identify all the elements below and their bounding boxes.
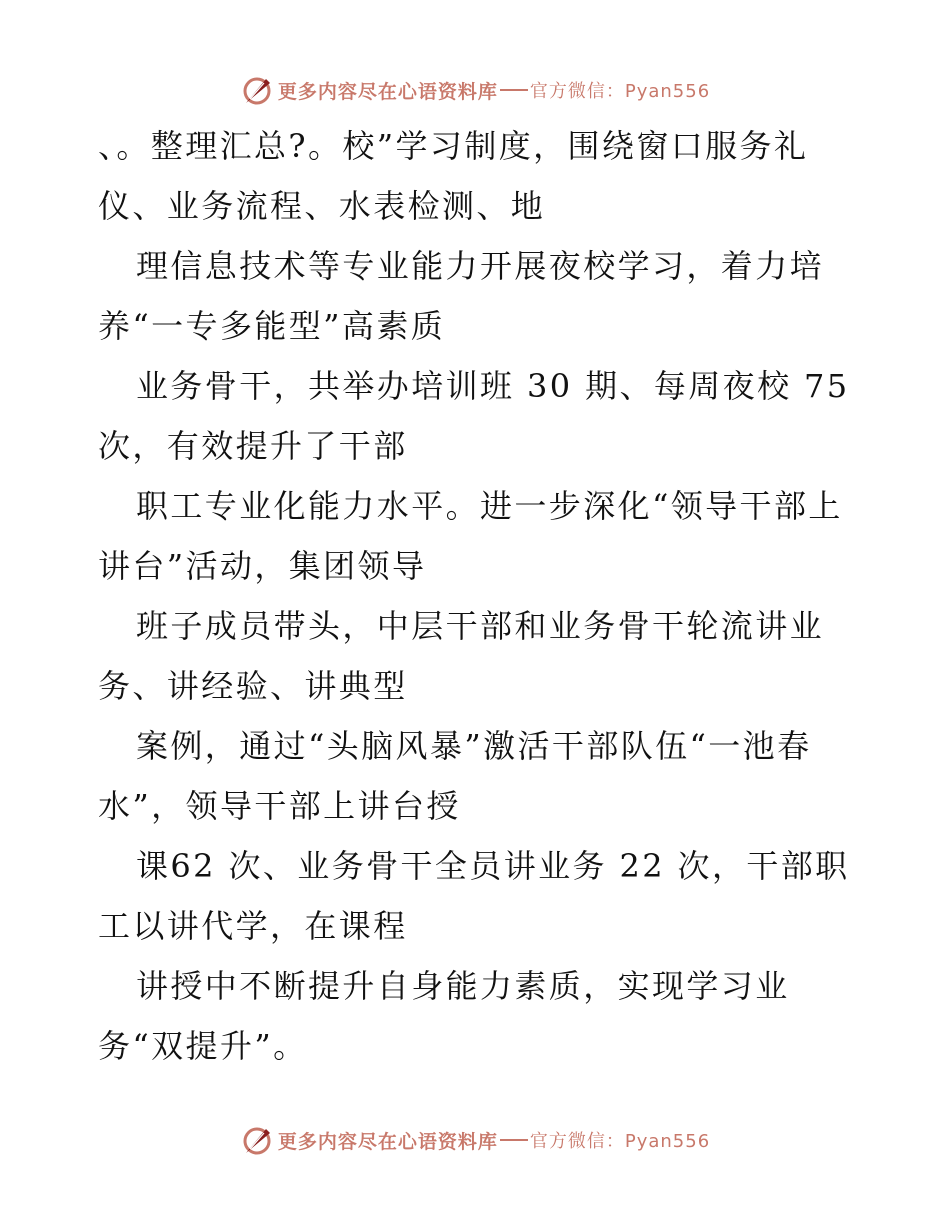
header-banner	[0, 70, 950, 110]
footer-banner-wechat: 官方微信：Pyan556	[529, 1131, 711, 1152]
body-line: 水”，领导干部上讲台授	[98, 787, 461, 825]
body-line: 、。整理汇总?。校”学习制度，围绕窗口服务礼	[98, 127, 809, 165]
body-line: 务“双提升”。	[98, 1027, 308, 1065]
header-banner-dash	[500, 89, 528, 91]
body-line: 班子成员带头，中层干部和业务骨干轮流讲业	[136, 607, 825, 645]
body-line: 讲台”活动，集团领导	[98, 547, 427, 585]
quill-pen-logo-icon	[240, 1123, 274, 1157]
body-line: 务、讲经验、讲典型	[98, 667, 408, 705]
body-line: 业务骨干，共举办培训班 30 期、每周夜校 75	[136, 367, 850, 405]
header-banner-wechat: 官方微信：Pyan556	[529, 81, 711, 102]
body-line: 仪、业务流程、水表检测、地	[98, 187, 546, 225]
footer-banner-dash	[500, 1139, 528, 1141]
footer-banner	[0, 1120, 950, 1160]
body-line: 职工专业化能力水平。进一步深化“领导干部上	[136, 487, 843, 525]
quill-pen-logo-icon	[240, 73, 274, 107]
body-line: 养“一专多能型”高素质	[98, 307, 446, 345]
footer-banner-title: 更多内容尽在心语资料库	[277, 1130, 498, 1153]
body-line: 次，有效提升了干部	[98, 427, 408, 465]
body-line: 理信息技术等专业能力开展夜校学习，着力培	[136, 247, 825, 285]
header-banner-title: 更多内容尽在心语资料库	[277, 80, 498, 103]
document-body	[98, 126, 858, 1086]
body-line: 课62 次、业务骨干全员讲业务 22 次，干部职	[136, 847, 850, 885]
body-line: 工以讲代学，在课程	[98, 907, 408, 945]
body-line: 案例，通过“头脑风暴”激活干部队伍“一池春	[136, 727, 812, 765]
body-line: 讲授中不断提升自身能力素质，实现学习业	[136, 967, 790, 1005]
